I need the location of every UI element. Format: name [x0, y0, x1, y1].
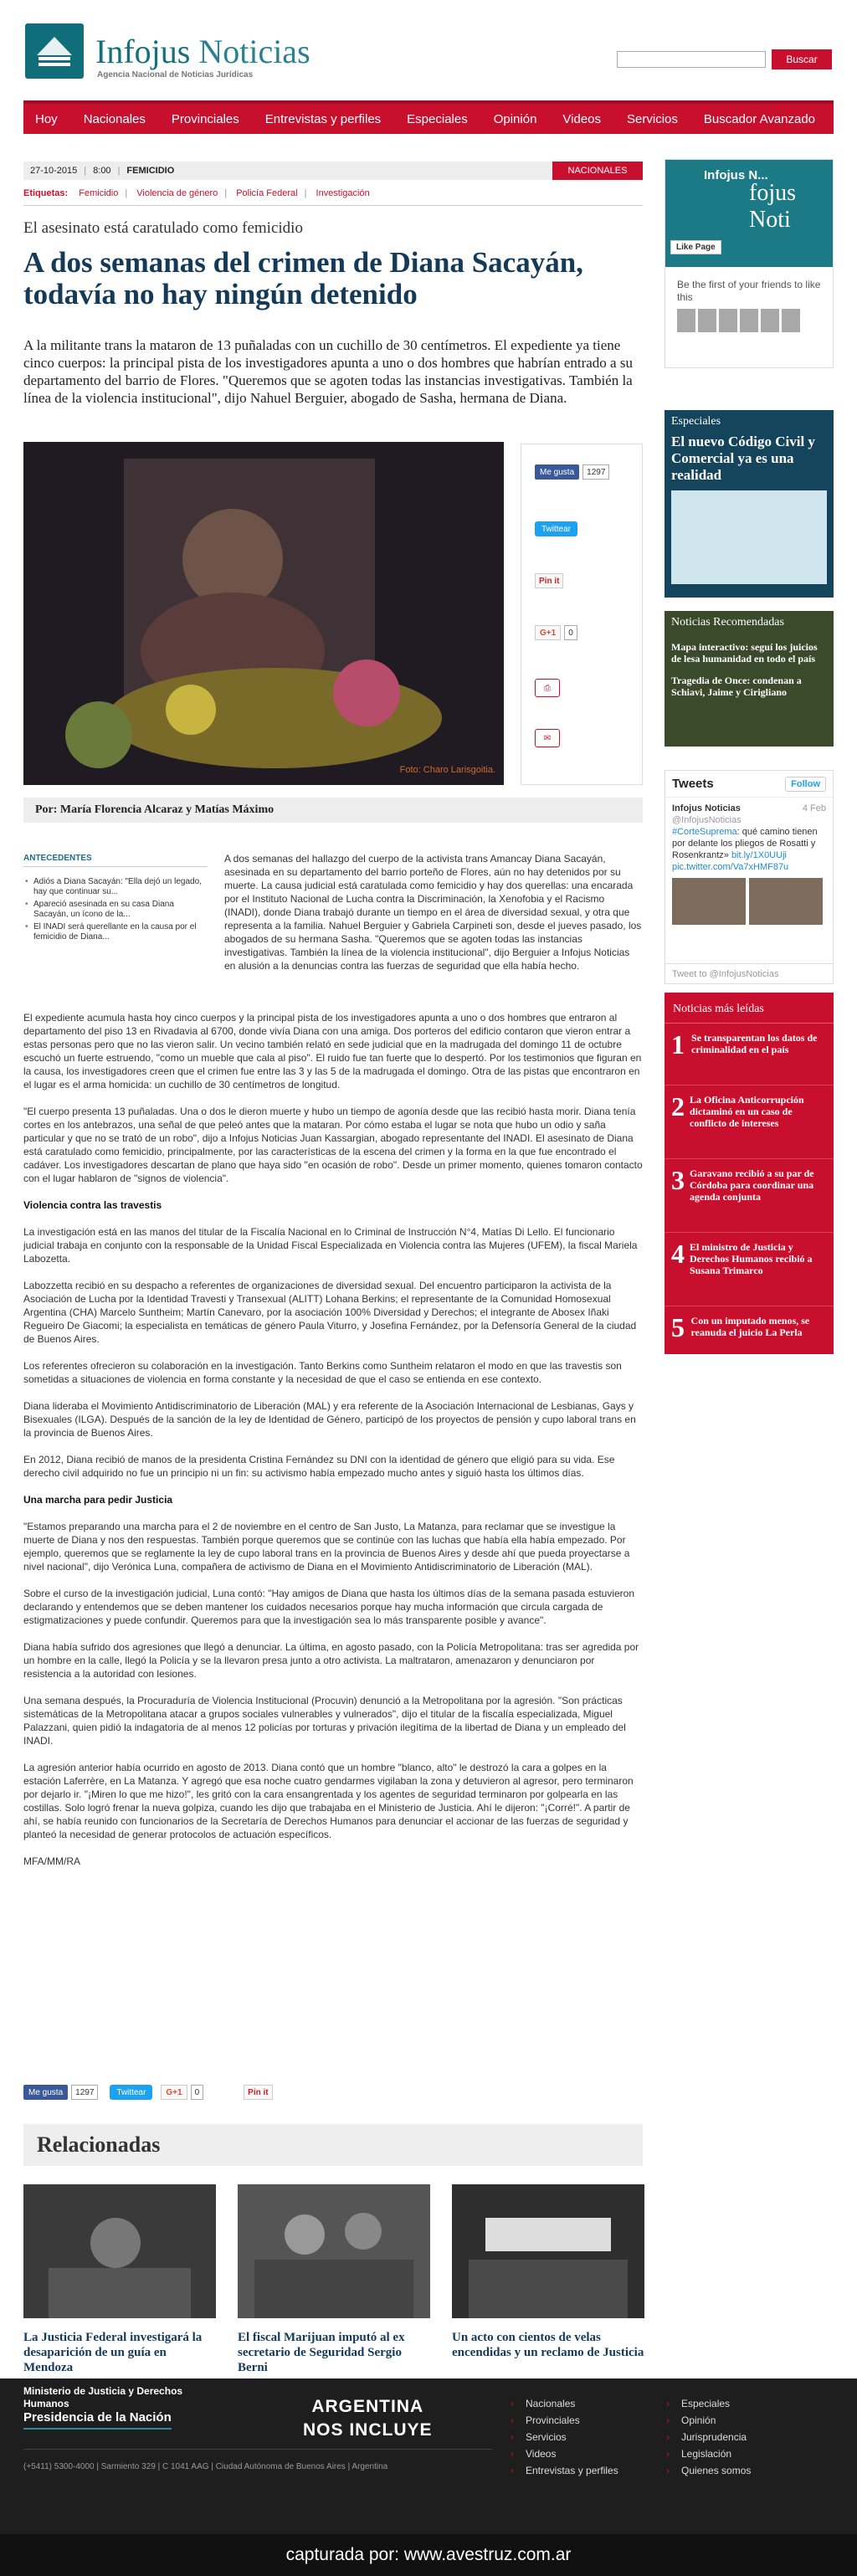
tweet-date: 4 Feb — [802, 803, 826, 813]
tag-link[interactable]: Investigación — [316, 188, 370, 198]
mas-leida-item[interactable]: 4 El ministro de Justicia y Derechos Humanos recibió a Susana Trimarco — [665, 1233, 834, 1306]
logo-subtitle: Agencia Nacional de Noticias Jurídicas — [97, 70, 254, 80]
search-button[interactable]: Buscar — [772, 49, 832, 69]
facebook-like-count: 1297 — [71, 2085, 98, 2100]
nav-hoy[interactable]: Hoy — [35, 111, 58, 126]
tweet-handle[interactable]: @InfojusNoticias — [672, 815, 742, 825]
body-paragraph: En 2012, Diana recibió de manos de la presidenta Cristina Fernández su DNI con la identidad de género que eligió para su vida. Ese derecho civil adquirido no fue un principio ni un fin: su activismo había empezado mucho antes y siguió hasta los últimos días. — [23, 1454, 615, 1479]
mas-leidas-block — [665, 993, 834, 1354]
tags-row: Etiquetas: Femicidio | Violencia de género | Policía Federal | Investigación — [23, 188, 643, 206]
twitter-share-button[interactable]: Twittear — [110, 2085, 152, 2100]
footer-presidency[interactable]: Presidencia de la Nación — [23, 2410, 172, 2430]
scope-badge[interactable]: NACIONALES — [552, 162, 643, 180]
footer-link[interactable]: › Quienes somos — [666, 2462, 751, 2479]
antecedente-link[interactable]: • El INADI será querellante en la causa por el femicidio de Diana... — [23, 922, 203, 942]
site-footer — [0, 2378, 857, 2534]
facebook-page-widget — [665, 159, 834, 368]
related-title[interactable]: Un acto con cientos de velas encendidas y un reclamo de Justicia — [452, 2331, 644, 2359]
recomendadas-block — [665, 611, 834, 747]
tag-link[interactable]: Femicidio — [79, 188, 119, 198]
tweet-url[interactable]: bit.ly/1X0UUji pic.twitter.com/Va7xHMF87u — [672, 850, 789, 872]
logo-second: Noticias — [198, 33, 310, 70]
footer-link[interactable]: › Opinión — [666, 2412, 751, 2429]
twitter-follow-button[interactable]: Follow — [785, 777, 826, 792]
footer-links-col2 — [666, 2395, 751, 2479]
tweets-heading: Tweets — [672, 777, 714, 791]
tag-link[interactable]: Policía Federal — [236, 188, 298, 198]
fb-page-cover-text: fojus Noti — [749, 180, 796, 233]
recomendada-link[interactable]: Tragedia de Once: condenan a Schiavi, Jaime y Cirigliano — [671, 675, 802, 698]
nav-servicios[interactable]: Servicios — [627, 111, 678, 126]
article-title: A dos semanas del crimen de Diana Sacayán, todavía no hay ningún detenido — [23, 246, 583, 310]
article-photo — [23, 442, 504, 785]
body-paragraph: Labozzetta recibió en su despacho a referentes de organizaciones de diversidad sexual. Del encuentro participaron la activista de la Asociación de Lucha por la Identidad Travesti y Transexual (ALITT) Lohana Berkins; el representante de la Comunidad Homosexual Argentina (CHA) Marcelo Suntheim; Martín Canevaro, por la asociación 100% Diversidad y Derechos; el integrante de Abosex Iñaki Regueiro De Giacomi; la especialista en temáticas de género Paula Viturro, y Josefina Fernández, por la Defensoría General de la ciudad de Buenos Aires. — [23, 1280, 637, 1345]
related-title[interactable]: El fiscal Marijuan imputó al ex secretario de Seguridad Sergio Berni — [238, 2331, 405, 2374]
facebook-like-count: 1297 — [582, 464, 609, 480]
capture-watermark: capturada por: www.avestruz.com.ar — [0, 2534, 857, 2576]
especiales-block[interactable] — [665, 410, 834, 598]
nav-provinciales[interactable]: Provinciales — [171, 111, 239, 126]
related-card[interactable] — [23, 2184, 216, 2375]
mas-leida-item[interactable]: 3 Garavano recibió a su par de Córdoba para coordinar una agenda conjunta — [665, 1159, 834, 1233]
body-paragraph: "El cuerpo presenta 13 puñaladas. Una o dos le dieron muerte y hubo un tiempo de agonía desde que las recibió hasta morir. Diana tenía cortes en los antebrazos, una señal de que peleó antes que la mataran. Por cómo estaba el lugar se nota que hubo un odio y saña particular y que no se trató de un robo", dijo a Infojus Noticias Juan Kassargian, abogado representante del INADI. El asesinato de Diana está caratulado como femicidio, principalmente, por las características de la escena del crimen y la forma en la que fue encontrado el cadáver. Los investigadores descartan de plano que haya sido "en ocasión de robo". Desde un primer momento, quienes tomaron contacto con el lugar hablaron de "signos de violencia". — [23, 1106, 643, 1184]
body-paragraph: Los referentes ofrecieron su colaboración en la investigación. Tanto Berkins como Suntheim relataron el modo en que las travestis son sometidas a situaciones de violencia en forma constante y la necesidad de que el caso se entienda en ese contexto. — [23, 1360, 622, 1385]
nav-videos[interactable]: Videos — [562, 111, 602, 126]
related-card[interactable] — [452, 2184, 644, 2360]
article-body — [23, 1011, 643, 1881]
body-paragraph: Diana había sufrido dos agresiones que llegó a denunciar. La última, en agosto pasado, con la Policía Metropolitana: tras ser agredida por un hombre en la calle, llegó la Policía y se la llevaron presa junto a otro activista. La maltrataron, amenazaron y denunciaron por resistencia a la autoridad con lesiones. — [23, 1641, 639, 1680]
tweet-user[interactable]: Infojus Noticias — [672, 803, 741, 813]
tweet-to-input[interactable]: Tweet to @InfojusNoticias — [665, 963, 833, 983]
nav-opinion[interactable]: Opinión — [493, 111, 537, 126]
tweet-text: : qué camino tienen por delante los pliegos de Rosatti y Rosenkrantz» — [672, 827, 818, 860]
share-box — [521, 444, 643, 785]
body-paragraph: Una semana después, la Procuraduría de Violencia Institucional (Procuvin) denunció a la Metropolitana por la agresión. "Son prácticas sistemáticas de la Metropolitana atacar a grupos sociales vulnerables y vulnerados", dijo el titular de la fiscalía especializada, Miguel Palazzani, quien pidió la indagatoria de al menos 12 policías por torturas y privación ilegítima de la libertad de Diana y un empleado del INADI. — [23, 1695, 626, 1747]
footer-address: (+5411) 5300-4000 | Sarmiento 329 | C 1041 AAG | Ciudad Autónoma de Buenos Aires | Argentina — [23, 2462, 388, 2471]
antecedente-link[interactable]: • Apareció asesinada en su casa Diana Sacayán, un ícono de la... — [23, 900, 203, 920]
byline: Por: María Florencia Alcaraz y Matías Máximo — [23, 798, 643, 823]
related-image[interactable] — [23, 2184, 216, 2318]
mas-leida-item[interactable]: 2 La Oficina Anticorrupción dictaminó en un caso de conflicto de intereses — [665, 1085, 834, 1159]
footer-ministry[interactable]: Ministerio de Justicia y Derechos Humanos — [23, 2385, 183, 2409]
footer-link[interactable]: › Provinciales — [511, 2412, 618, 2429]
antecedentes-list — [23, 877, 203, 945]
article-meta: 27-10-2015 | 8:00 | FEMICIDIO — [23, 162, 643, 180]
footer-link[interactable]: › Jurisprudencia — [666, 2429, 751, 2445]
google-plus-count: 0 — [191, 2085, 204, 2100]
intro-paragraph: A dos semanas del hallazgo del cuerpo de la activista trans Amancay Diana Sacayán, asesinada en su departamento del barrio porteño de Flores, aún no hay detenidos por su muerte. La causa judicial está caratulada como femicidio y hay dos querellas: una encarada por el Instituto Nacional de Lucha contra la Discriminación, la Xenofobia y el Racismo (INADI), donde Diana trabajó durante un tiempo en el área de diversidad sexual, y otra que representa a la familia. Nahuel Berguier y Gabriela Carpineti son, desde el jueves pasado, los abogados de su hermana Sasha. "Queremos que se agoten todas las instancias investigativas. También la línea de la violencia institucional", dijo Berguier a Infojus Noticias en alusión a la denuncias contra las fuerzas de seguridad que ella había hecho. — [224, 853, 642, 972]
twitter-share-button[interactable]: Twittear — [535, 521, 577, 536]
related-image[interactable] — [238, 2184, 430, 2318]
footer-links-col1 — [511, 2395, 618, 2479]
fb-page-name[interactable]: Infojus N... — [704, 168, 768, 182]
antecedente-link[interactable]: • Adiós a Diana Sacayán: "Ella dejó un legado, hay que continuar su... — [23, 877, 203, 897]
article-date: 27-10-2015 — [30, 166, 78, 176]
footer-link[interactable]: › Legislación — [666, 2445, 751, 2462]
antecedentes-heading: ANTECEDENTES — [23, 854, 208, 867]
site-logo[interactable] — [25, 20, 326, 82]
especiales-heading: Especiales — [671, 415, 721, 428]
pinterest-button[interactable]: Pin it — [244, 2085, 272, 2100]
related-image[interactable] — [452, 2184, 644, 2318]
google-plus-button[interactable]: G+1 — [535, 625, 561, 640]
body-paragraph: Diana lideraba el Movimiento Antidiscriminatorio de Liberación (MAL) y era referente de la Asociación Internacional de Lesbianas, Gays y Bisexuales (ILGA). Después de la sanción de la ley de Identidad de Género, participó de los proyectos de pensión y cupo laboral trans en la provincia de Buenos Aires. — [23, 1400, 636, 1439]
main-nav — [23, 100, 834, 134]
pinterest-button[interactable]: Pin it — [535, 573, 563, 588]
email-icon[interactable]: ✉ — [535, 729, 560, 747]
nav-entrevistas[interactable]: Entrevistas y perfiles — [264, 111, 382, 126]
fb-friend-faces — [677, 309, 821, 334]
search-input[interactable] — [617, 51, 766, 68]
tweet-hashtag[interactable]: #CorteSuprema — [672, 827, 737, 837]
article-signature: MFA/MM/RA — [23, 1855, 80, 1867]
body-subheading: Una marcha para pedir Justicia — [23, 1494, 173, 1506]
mas-leida-item[interactable]: 1 Se transparentan los datos de criminalidad en el país — [665, 1024, 834, 1085]
related-card[interactable] — [238, 2184, 430, 2375]
pre-title: El asesinato está caratulado como femicidio — [23, 219, 303, 237]
facebook-like-button[interactable]: Me gusta — [535, 464, 579, 480]
google-plus-button[interactable]: G+1 — [161, 2085, 187, 2100]
especiales-image[interactable] — [671, 490, 827, 584]
twitter-widget — [665, 770, 834, 984]
body-paragraph: Sobre el curso de la investigación judicial, Luna contó: "Hay amigos de Diana que hasta los últimos días de la semana pasada estuvieron declarando y entendemos que se deben mantener los cuidados necesarios porque hay mucha información que circula cargada de estigmatizaciones y puede confundir. Queremos para que la investigación sea lo más transparente posible y avance". — [23, 1588, 635, 1626]
mas-leidas-heading: Noticias más leídas — [665, 993, 834, 1024]
nav-buscador[interactable]: Buscador Avanzado — [703, 111, 816, 126]
especiales-title[interactable]: El nuevo Código Civil y Comercial ya es una realidad — [671, 434, 815, 483]
recomendada-link[interactable]: Mapa interactivo: seguí los juicios de lesa humanidad en todo el país — [671, 641, 818, 665]
logo-book-icon — [25, 23, 84, 79]
logo-main: Infojus — [95, 33, 191, 70]
bottom-share-bar — [23, 2084, 273, 2101]
tweet-images[interactable] — [672, 878, 826, 925]
print-icon[interactable]: ⎙ — [535, 679, 560, 697]
article-section: FEMICIDIO — [126, 166, 175, 176]
footer-link[interactable]: › Nacionales — [511, 2395, 618, 2412]
photo-credit: Foto: Charo Larisgoitia. — [399, 765, 495, 775]
footer-link[interactable]: › Especiales — [666, 2395, 751, 2412]
body-subheading: Violencia contra las travestis — [23, 1199, 162, 1211]
related-heading: Relacionadas — [23, 2124, 643, 2166]
photo-illustration — [23, 442, 504, 785]
footer-link[interactable]: › Servicios — [511, 2429, 618, 2445]
article-lead: A la militante trans la mataron de 13 puñaladas con un cuchillo de 30 centímetros. El expediente ya tiene cinco cuerpos: la principal pista de los investigadores apunta a uno o dos hombres que habrían entrado a su departamento del barrio de Flores. "Queremos que se agoten todas las instancias investigativas. También la línea de la violencia institucional", dijo Nahuel Berguier, abogado de Sasha, hermana de Diana. — [23, 337, 633, 406]
tag-link[interactable]: Violencia de género — [136, 188, 218, 198]
tags-label: Etiquetas: — [23, 188, 69, 198]
related-title[interactable]: La Justicia Federal investigará la desaparición de un guía en Mendoza — [23, 2331, 203, 2374]
body-paragraph: El expediente acumula hasta hoy cinco cuerpos y la principal pista de los investigadores apunta a uno o dos hombres que entraron al departamento del piso 13 en Rivadavia al 6700, donde vivía Diana con una amiga. Dos porteros del edificio contaron que vieron entrar a estas personas pero que no las vieron salir. Un vecino también relató en sede judicial que en la madrugada del domingo 11 de octubre escuchó un fuerte estruendo, "como un mueble que cala al piso". El ruido fue tan fuerte que lo despertó. Por los testimonios que figuran en la causa, los investigadores creen que el crimen fue entre las 3 y las 5 de la madrugada el domingo. Otra de las pistas que encontraron en el lugar es el arma homicida: un cuchillo de 30 centímetros de longitud. — [23, 1012, 642, 1090]
nav-especiales[interactable]: Especiales — [407, 111, 468, 126]
footer-link[interactable]: › Videos — [511, 2445, 618, 2462]
body-paragraph: La agresión anterior había ocurrido en agosto de 2013. Diana contó que un hombre "blanco, alto" le destrozó la cara a golpes en la estación Laferrère, en La Matanza. Y agregó que esa noche cuatro gendarmes vigilaban la zona y detuvieron al agresor, pero terminaron por dejarlo ir. "¡Miren lo que me hizo!", les gritó con la cara ensangrentada y los agentes de seguridad terminaron por golpearla en las costillas. Solo logró frenar la nueva golpiza, cuando les dijo que trabajaba en el Ministerio de Justicia. Ahí le dijeron: "¡Corré!". A partir de ahí, se había reunido con funcionarios de la Secretaría de Derechos Humanos para denunciar el accionar de las fuerzas de seguridad y planteó la necesidad de generar protocolos de actuación específicos. — [23, 1762, 634, 1840]
mas-leida-item[interactable]: 5 Con un imputado menos, se reanuda el juicio La Perla — [671, 1312, 810, 1342]
article-time: 8:00 — [93, 166, 111, 176]
facebook-like-button[interactable]: Me gusta — [23, 2085, 68, 2100]
google-plus-count: 0 — [564, 625, 577, 640]
footer-link[interactable]: › Entrevistas y perfiles — [511, 2462, 618, 2479]
body-paragraph: "Estamos preparando una marcha para el 2 de noviembre en el centro de San Justo, La Matanza, para reclamar que se investigue la muerte de Diana y nos den respuestas. También porque queremos que se continúe con las luchas que había ella había empezado. Por ejemplo, queremos que se reglamente la ley de cupo laboral trans en la provincia de Buenos Aires y desde ahí que pueda proyectarse a nivel nacional", dijo Verónica Luna, compañera de activismo de Diana en el Movimiento Antidiscriminatorio de Liberación (MAL). — [23, 1521, 630, 1573]
body-paragraph: La investigación está en las manos del titular de la Fiscalía Nacional en lo Criminal de Instrucción N°4, Matías Di Lello. El funcionario judicial trabaja en conjunto con la responsable de la Unidad Fiscal Especializada en Violencia contra las Mujeres (UFEM), la fiscal Mariela Labozetta. — [23, 1226, 638, 1265]
recomendadas-heading: Noticias Recomendadas — [671, 616, 784, 629]
argentina-logo: ARGENTINA NOS INCLUYE — [303, 2397, 433, 2440]
fb-like-page-button[interactable]: Like Page — [670, 240, 721, 254]
fb-text: Be the first of your friends to like this — [677, 279, 821, 303]
nav-nacionales[interactable]: Nacionales — [83, 111, 146, 126]
